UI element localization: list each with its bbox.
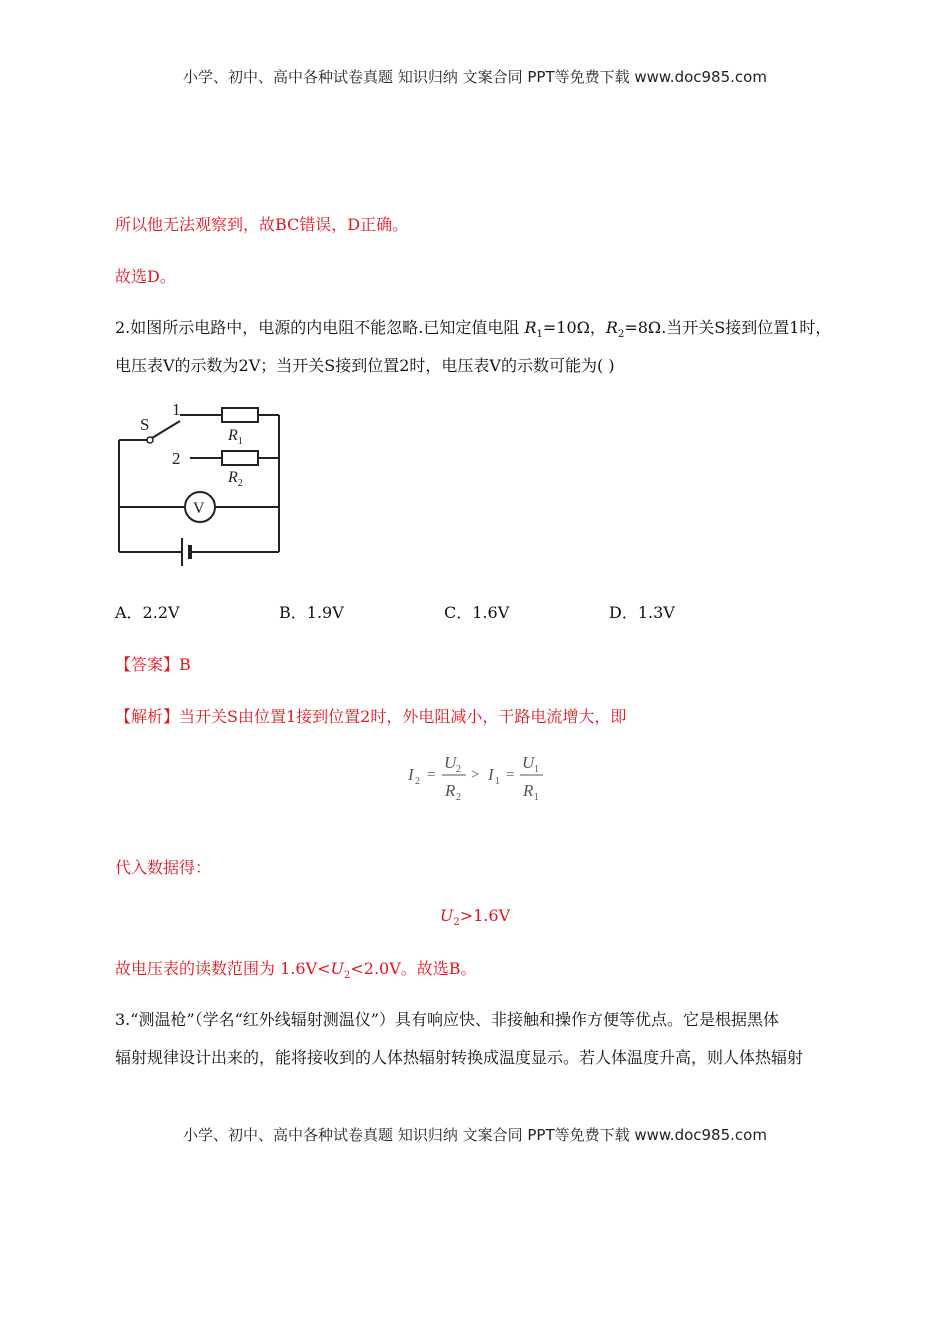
svg-text:R: R — [523, 781, 534, 800]
svg-text:2: 2 — [456, 792, 461, 803]
label-v: V — [193, 500, 205, 517]
option-d: D．1.3V — [609, 603, 675, 622]
q2-stem-line1: 2.如图所示电路中，电源的内电阻不能忽略.已知定值电阻 $R_1=10\Omega$，$R_2=8\Omega$.当开关S接到位置1时， — [115, 318, 832, 341]
svg-text:1: 1 — [534, 792, 539, 803]
option-c: C．1.6V — [444, 603, 510, 622]
resistor-r1 — [222, 408, 258, 422]
svg-text:2: 2 — [415, 776, 420, 787]
q3-stem-line2: 辐射规律设计出来的，能将接收到的人体热辐射转换成温度显示。若人体温度升高，则人体热辐射 — [115, 1048, 804, 1067]
q3-stem-line1: 3.“测温枪”（学名“红外线辐射测温仪”）具有响应快、非接触和操作方便等优点。它是根据黑体 — [115, 1010, 779, 1029]
answer-line: 【答案】B — [115, 655, 191, 674]
svg-text:I: I — [408, 765, 414, 784]
option-a: A．2.2V — [115, 603, 180, 622]
label-2: 2 — [172, 449, 181, 468]
range-line: 故电压表的读数范围为 $1.6V<U_2<2.0V$。故选B。 — [115, 959, 477, 982]
resistor-r2 — [222, 451, 258, 465]
switch-pivot — [147, 437, 153, 443]
svg-text:1: 1 — [534, 764, 539, 775]
svg-text:R: R — [445, 781, 456, 800]
label-1: 1 — [172, 400, 181, 419]
formula — [400, 748, 560, 808]
prev-choice-line: 故选D。 — [115, 267, 176, 286]
svg-text:I: I — [488, 765, 494, 784]
analysis-line: 【解析】当开关S由位置1接到位置2时，外电阻减小，干路电流增大，即 — [115, 707, 627, 726]
page-header: 小学、初中、高中各种试卷真题 知识归纳 文案合同 PPT等免费下载 www.doc985.com — [183, 68, 767, 86]
svg-text:1: 1 — [495, 776, 500, 787]
label-r2: $R_2$ — [228, 469, 243, 489]
substitute-line: 代入数据得： — [115, 858, 212, 877]
svg-text:2: 2 — [456, 764, 461, 775]
page-footer: 小学、初中、高中各种试卷真题 知识归纳 文案合同 PPT等免费下载 www.doc985.com — [183, 1126, 767, 1144]
svg-text:=: = — [427, 767, 436, 783]
svg-text:U: U — [444, 753, 457, 772]
option-b: B．1.9V — [279, 603, 344, 622]
q2-stem-line2: 电压表V的示数为2V；当开关S接到位置2时，电压表V的示数可能为( ) — [115, 356, 615, 375]
label-s: S — [140, 415, 150, 434]
svg-text:=: = — [506, 767, 515, 783]
svg-text:>: > — [471, 767, 480, 783]
label-r1: $R_1$ — [228, 427, 243, 447]
svg-text:U: U — [522, 753, 535, 772]
prev-analysis-line: 所以他无法观察到，故BC错误，D正确。 — [115, 215, 409, 234]
switch-blade — [152, 421, 180, 438]
circuit-diagram — [110, 397, 295, 572]
result-line: $U_2>1.6V$ — [439, 906, 511, 929]
analysis-tag: 【解析】 — [115, 707, 180, 726]
